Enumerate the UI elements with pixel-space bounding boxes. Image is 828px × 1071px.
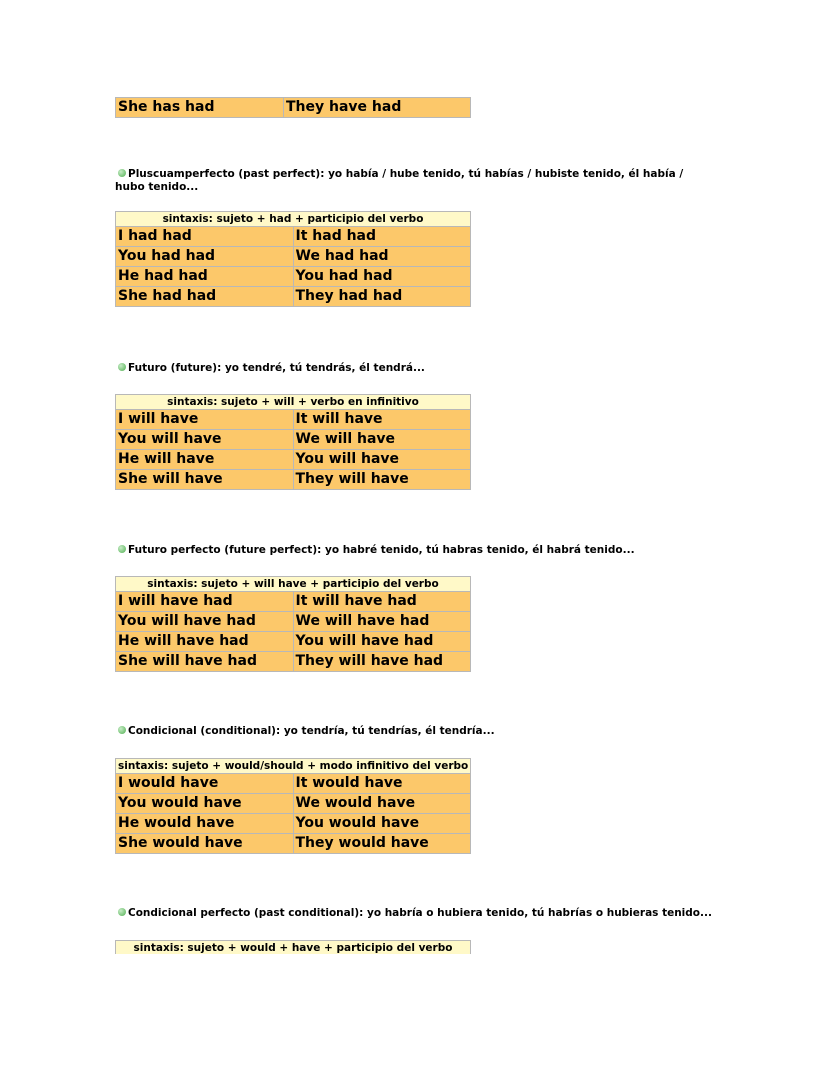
conjugation-table-future bbox=[115, 394, 471, 490]
syntax-cell: sintaxis: sujeto + will have + participio del verbo bbox=[116, 577, 471, 592]
conjugation-table-past-conditional-partial bbox=[115, 940, 471, 954]
table-row bbox=[116, 774, 471, 794]
table-cell: You would have bbox=[293, 814, 471, 834]
table-row bbox=[116, 247, 471, 267]
section-heading-text: Futuro perfecto (future perfect): yo habré tenido, tú habras tenido, él habrá tenido... bbox=[128, 544, 635, 556]
conjugation-table-future-perfect bbox=[115, 576, 471, 672]
conjugation-table-present-perfect-tail bbox=[115, 97, 471, 118]
syntax-row bbox=[116, 577, 471, 592]
table-row bbox=[116, 592, 471, 612]
table-row bbox=[116, 612, 471, 632]
conjugation-table-past-perfect bbox=[115, 211, 471, 307]
table-cell: They would have bbox=[293, 834, 471, 854]
table-cell: You had had bbox=[293, 267, 471, 287]
bullet-icon bbox=[118, 363, 126, 371]
table-cell: You will have had bbox=[293, 632, 471, 652]
table-cell: They have had bbox=[284, 98, 471, 118]
table-row bbox=[116, 430, 471, 450]
section-heading-past-conditional bbox=[115, 907, 715, 920]
table-cell: They will have bbox=[293, 470, 471, 490]
syntax-row bbox=[116, 212, 471, 227]
syntax-cell: sintaxis: sujeto + would/should + modo infinitivo del verbo bbox=[116, 759, 471, 774]
table-cell: It had had bbox=[293, 227, 471, 247]
section-heading-future-perfect bbox=[115, 544, 715, 557]
table-cell: I will have bbox=[116, 410, 294, 430]
table-cell: We will have bbox=[293, 430, 471, 450]
table-cell: She would have bbox=[116, 834, 294, 854]
syntax-cell: sintaxis: sujeto + will + verbo en infinitivo bbox=[116, 395, 471, 410]
section-heading-text: Condicional perfecto (past conditional): yo habría o hubiera tenido, tú habrías o hubieras tenido... bbox=[128, 907, 712, 919]
section-heading-conditional bbox=[115, 725, 715, 738]
table-cell: He will have had bbox=[116, 632, 294, 652]
table-cell: They had had bbox=[293, 287, 471, 307]
bullet-icon bbox=[118, 726, 126, 734]
table-cell: You will have bbox=[116, 430, 294, 450]
bullet-icon bbox=[118, 545, 126, 553]
conjugation-table bbox=[115, 576, 471, 672]
table-cell: I will have had bbox=[116, 592, 294, 612]
table-cell: You would have bbox=[116, 794, 294, 814]
bullet-icon bbox=[118, 908, 126, 916]
table-row bbox=[116, 814, 471, 834]
table-cell: You will have had bbox=[116, 612, 294, 632]
table-cell: We had had bbox=[293, 247, 471, 267]
section-heading-text: Pluscuamperfecto (past perfect): yo había / hube tenido, tú habías / hubiste tenido, él había / hubo tenido... bbox=[115, 168, 684, 193]
table-row bbox=[116, 834, 471, 854]
table-row bbox=[116, 632, 471, 652]
conjugation-table-conditional bbox=[115, 758, 471, 854]
conjugation-table bbox=[115, 758, 471, 854]
table-cell: She has had bbox=[116, 98, 284, 118]
table-cell: I would have bbox=[116, 774, 294, 794]
syntax-cell: sintaxis: sujeto + had + participio del verbo bbox=[116, 212, 471, 227]
syntax-row bbox=[116, 941, 471, 955]
table-cell: We would have bbox=[293, 794, 471, 814]
table-row bbox=[116, 227, 471, 247]
section-heading-text: Condicional (conditional): yo tendría, tú tendrías, él tendría... bbox=[128, 725, 495, 737]
table-row bbox=[116, 450, 471, 470]
table-cell: He had had bbox=[116, 267, 294, 287]
bullet-icon bbox=[118, 169, 126, 177]
section-heading-text: Futuro (future): yo tendré, tú tendrás, él tendrá... bbox=[128, 362, 425, 374]
table-row bbox=[116, 287, 471, 307]
table-cell: It will have bbox=[293, 410, 471, 430]
section-heading-past-perfect bbox=[115, 168, 715, 194]
syntax-row bbox=[116, 759, 471, 774]
table-row bbox=[116, 410, 471, 430]
table-cell: She had had bbox=[116, 287, 294, 307]
table-cell: You had had bbox=[116, 247, 294, 267]
conjugation-table bbox=[115, 940, 471, 954]
table-row bbox=[116, 98, 471, 118]
table-cell: They will have had bbox=[293, 652, 471, 672]
table-cell: We will have had bbox=[293, 612, 471, 632]
table-cell: She will have bbox=[116, 470, 294, 490]
table-cell: It will have had bbox=[293, 592, 471, 612]
conjugation-table bbox=[115, 97, 471, 118]
table-row bbox=[116, 652, 471, 672]
table-row bbox=[116, 267, 471, 287]
table-cell: It would have bbox=[293, 774, 471, 794]
conjugation-table bbox=[115, 211, 471, 307]
table-cell: I had had bbox=[116, 227, 294, 247]
table-cell: He will have bbox=[116, 450, 294, 470]
table-cell: He would have bbox=[116, 814, 294, 834]
table-cell: She will have had bbox=[116, 652, 294, 672]
table-row bbox=[116, 470, 471, 490]
table-row bbox=[116, 794, 471, 814]
section-heading-future bbox=[115, 362, 715, 375]
syntax-cell: sintaxis: sujeto + would + have + participio del verbo bbox=[116, 941, 471, 955]
table-cell: You will have bbox=[293, 450, 471, 470]
syntax-row bbox=[116, 395, 471, 410]
conjugation-table bbox=[115, 394, 471, 490]
